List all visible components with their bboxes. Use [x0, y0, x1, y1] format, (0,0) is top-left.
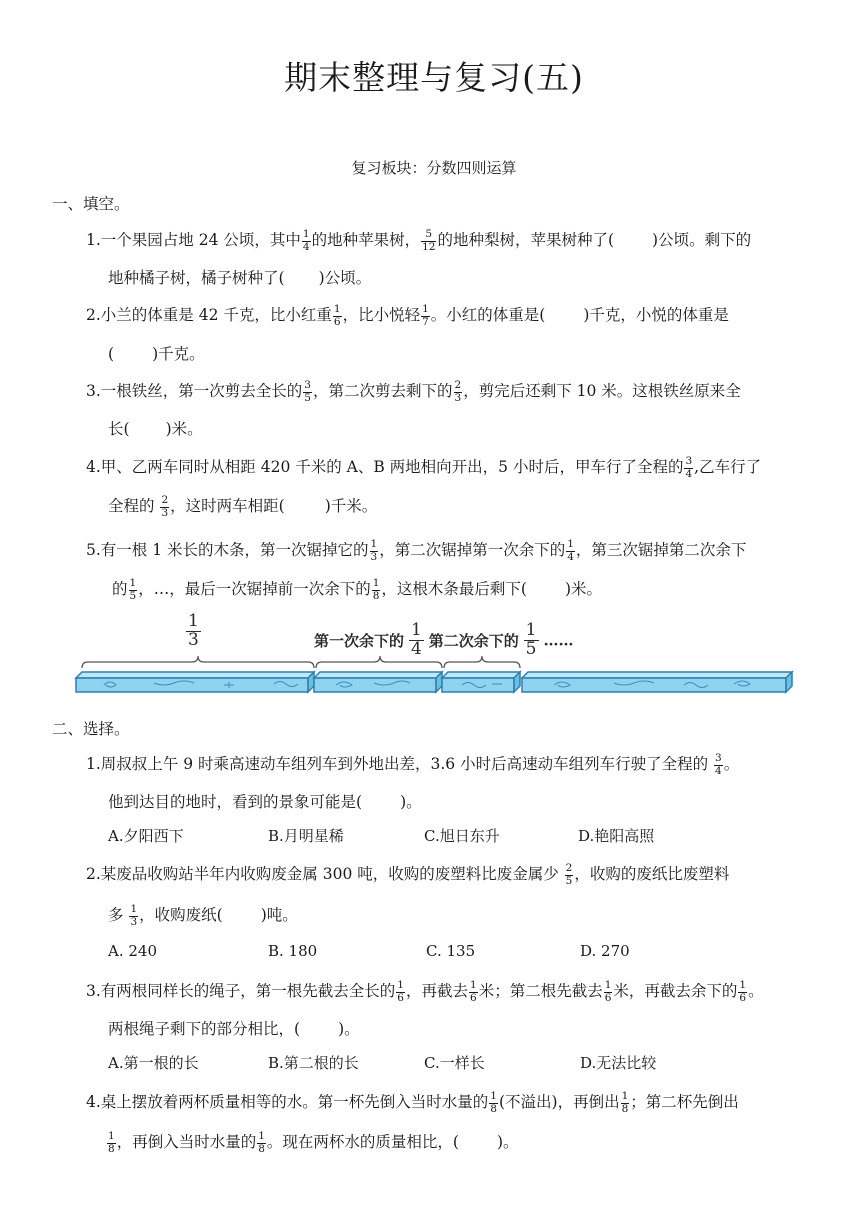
- s1-q4-line1: [86, 455, 761, 480]
- s1-q3-line2: [108, 417, 203, 439]
- fraction: $\frac{1}{3}$: [370, 538, 378, 563]
- fraction: $\frac{1}{5}$: [129, 577, 137, 602]
- s1-q3-line1: [86, 379, 741, 404]
- text: )吨。: [260, 906, 298, 924]
- text: ，第二次锯掉第一次余下的: [379, 541, 566, 559]
- s2-q3-line1: [86, 979, 764, 1004]
- text: (不溢出)，再倒出: [498, 1093, 620, 1111]
- s2-q4-line2: [106, 1130, 519, 1155]
- text: 。: [723, 755, 740, 773]
- text: )公顷。剩下的: [652, 231, 752, 249]
- s2-q1-option-a[interactable]: A.夕阳西下: [108, 827, 184, 845]
- text: )米。: [564, 580, 603, 598]
- s1-q2-line1: [86, 303, 729, 328]
- s2-q2-option-a[interactable]: A. 240: [108, 942, 157, 960]
- text: )米。: [165, 420, 203, 438]
- text: 。: [748, 982, 764, 1000]
- fraction: $\frac{3}{5}$: [304, 379, 311, 404]
- fraction: $\frac{5}{12}$: [422, 228, 436, 253]
- text: ，收购废纸(: [139, 906, 223, 924]
- s2-q2-line1: [86, 862, 729, 887]
- text: 5.有一根 1 米长的木条，第一次锯掉它的: [86, 541, 369, 559]
- fraction: $\frac{3}{4}$: [685, 455, 693, 480]
- fraction: $\frac{1}{6}$: [470, 979, 477, 1004]
- text: ，第二次剪去剩下的: [312, 382, 453, 400]
- text: 3.一根铁丝，第一次剪去全长的: [86, 382, 303, 400]
- s2-q2-option-b[interactable]: B. 180: [268, 942, 318, 960]
- text: ，比小悦轻: [342, 306, 421, 324]
- text: 两根绳子剩下的部分相比，(: [108, 1020, 301, 1038]
- text: 长(: [108, 420, 130, 438]
- fraction: $\frac{1}{8}$: [258, 1130, 265, 1155]
- text: 1.周叔叔上午 9 时乘高速动车组列车到外地出差，3.6 小时后高速动车组列车行驶了全程的: [86, 755, 714, 773]
- fraction: $\frac{3}{4}$: [715, 752, 722, 777]
- fraction: $\frac{1}{4}$: [567, 538, 574, 563]
- fraction: $\frac{2}{3}$: [161, 494, 169, 519]
- s2-q3-option-b[interactable]: B.第二根的长: [268, 1054, 359, 1072]
- text: ，再截去: [405, 982, 468, 1000]
- text: ，…，最后一次锯掉前一次余下的: [138, 580, 371, 598]
- text: )千克，小悦的体重是: [583, 306, 729, 324]
- fraction: $\frac{1}{6}$: [397, 979, 404, 1004]
- s2-q1-option-b[interactable]: B.月明星稀: [268, 827, 344, 845]
- illu-label-1: 第一次余下的 $\frac{1}{4}$ 第二次余下的 $\frac{1}{5}$ ……: [314, 620, 574, 659]
- text: 。小红的体重是(: [430, 306, 546, 324]
- fraction: $\frac{2}{5}$: [565, 862, 573, 887]
- fraction: $\frac{1}{6}$: [604, 979, 612, 1004]
- s1-q5-line1: [86, 538, 746, 563]
- text: )。: [496, 1133, 519, 1151]
- text: 4.桌上摆放着两杯质量相等的水。第一杯先倒入当时水量的: [86, 1093, 489, 1111]
- fraction: $\frac{1}{7}$: [422, 303, 429, 328]
- section-2-heading: 二、选择。: [52, 720, 130, 738]
- text: (: [108, 345, 115, 363]
- text: 多: [108, 906, 129, 924]
- text: 的地种梨树，苹果树种了(: [437, 231, 615, 249]
- fraction: $\frac{1}{8}$: [621, 1090, 629, 1115]
- fraction: $\frac{1}{6}$: [739, 979, 747, 1004]
- text: ,乙车行了: [694, 458, 762, 476]
- s2-q3-line2: [108, 1017, 360, 1039]
- text: 地种橘子树，橘子树种了(: [108, 269, 285, 287]
- s1-q1-line1: [86, 228, 751, 253]
- s2-q1-option-c[interactable]: C.旭日东升: [424, 827, 500, 845]
- fraction: $\frac{1}{3}$: [130, 903, 138, 928]
- s2-q2-option-d[interactable]: D. 270: [580, 942, 630, 960]
- fraction: $\frac{1}{8}$: [372, 577, 380, 602]
- text: ，第三次锯掉第二次余下: [575, 541, 747, 559]
- text: 1.一个果园占地 24 公顷，其中: [86, 231, 301, 249]
- text: 4.甲、乙两车同时从相距 420 千米的 A、B 两地相向开出，5 小时后，甲车行了全程的: [86, 458, 684, 476]
- s2-q2-line2: [108, 903, 298, 928]
- fraction: $\frac{1}{6}$: [333, 303, 341, 328]
- s1-q5-line2: [112, 577, 602, 602]
- text: )公顷。: [318, 269, 372, 287]
- illu-fraction-one-third: $\frac{1}{3}$: [188, 611, 199, 650]
- text: 的: [112, 580, 128, 598]
- text: 全程的: [108, 497, 160, 515]
- s2-q4-line1: [86, 1090, 739, 1115]
- text: ，这根木条最后剩下(: [381, 580, 527, 598]
- s1-q4-line2: [108, 494, 377, 519]
- s2-q3-option-c[interactable]: C.一样长: [424, 1054, 485, 1072]
- wood-strip-illustration: [74, 612, 798, 698]
- text: )千克。: [152, 345, 205, 363]
- text: 2.小兰的体重是 42 千克，比小红重: [86, 306, 332, 324]
- text: )。: [338, 1020, 360, 1038]
- fraction: $\frac{1}{4}$: [302, 228, 310, 253]
- s2-q1-line1: [86, 752, 739, 777]
- s2-q1-option-d[interactable]: D.艳阳高照: [578, 827, 655, 845]
- text: ，这时两车相距(: [170, 497, 285, 515]
- text: 3.有两根同样长的绳子，第一根先截去全长的: [86, 982, 396, 1000]
- text: 的地种苹果树，: [311, 231, 421, 249]
- text: 2.某废品收购站半年内收购废金属 300 吨，收购的废塑料比废金属少: [86, 865, 564, 883]
- fraction: $\frac{1}{8}$: [108, 1130, 115, 1155]
- fraction: $\frac{1}{8}$: [490, 1090, 497, 1115]
- text: 他到达目的地时，看到的景象可能是(: [108, 793, 363, 811]
- section-1-heading: 一、填空。: [52, 195, 130, 213]
- text: ，剪完后还剩下 10 米。这根铁丝原来全: [463, 382, 741, 400]
- text: 米，再截去余下的: [613, 982, 738, 1000]
- text: ，收购的废纸比废塑料: [574, 865, 730, 883]
- text: ；第二杯先倒出: [630, 1093, 739, 1111]
- page-title: 期末整理与复习(五): [284, 58, 584, 97]
- text: ，再倒入当时水量的: [116, 1133, 257, 1151]
- s1-q1-line2: [108, 266, 371, 288]
- s2-q2-option-c[interactable]: C. 135: [426, 942, 476, 960]
- text: 。现在两杯水的质量相比，(: [266, 1133, 459, 1151]
- text: )千米。: [324, 497, 378, 515]
- s2-q1-line2: [108, 790, 422, 812]
- s2-q3-option-a[interactable]: A.第一根的长: [108, 1054, 199, 1072]
- text: )。: [400, 793, 422, 811]
- fraction: $\frac{2}{3}$: [454, 379, 462, 404]
- page-subtitle: 复习板块：分数四则运算: [351, 159, 517, 177]
- s1-q2-line2: [108, 342, 205, 364]
- s2-q3-option-d[interactable]: D.无法比较: [580, 1054, 657, 1072]
- text: 米；第二根先截去: [478, 982, 603, 1000]
